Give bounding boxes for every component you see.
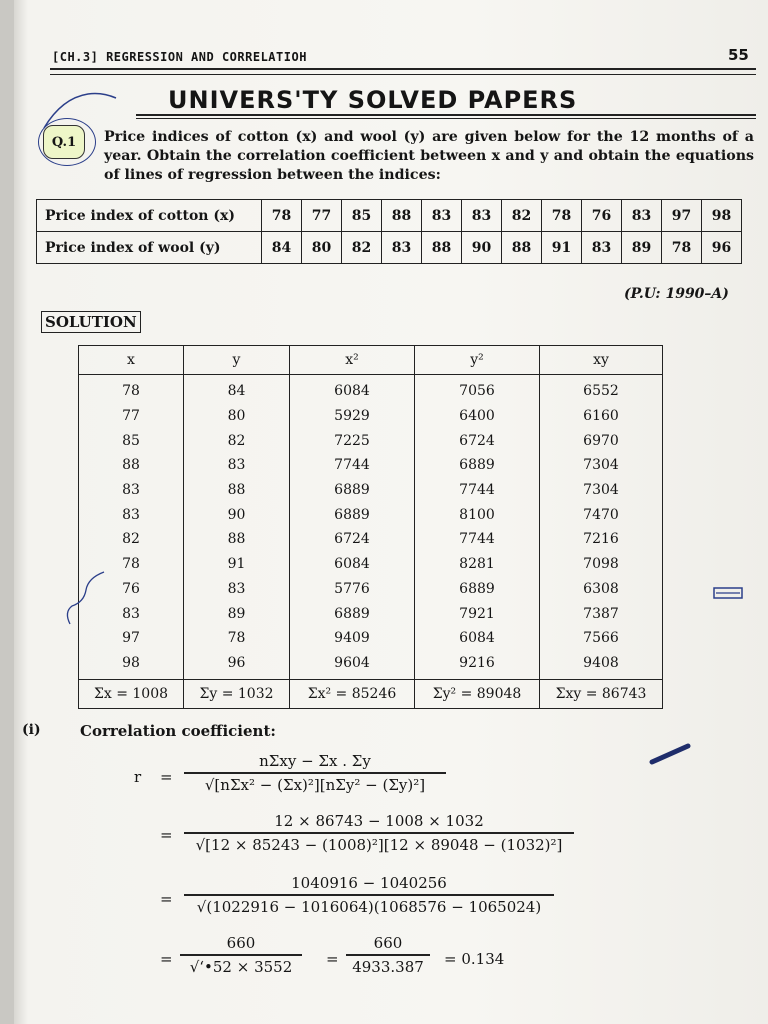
- table-row: [79, 651, 663, 680]
- table-cell: 9604: [290, 651, 415, 680]
- table-row: [79, 626, 663, 651]
- table-cell: 7216: [540, 527, 663, 552]
- given-value-cell: 76: [582, 200, 622, 232]
- table-cell: 6724: [290, 527, 415, 552]
- table-cell: 90: [184, 502, 290, 527]
- given-table-row: [37, 232, 742, 264]
- pen-ink-blot: [648, 742, 692, 768]
- table-cell: 83: [79, 478, 184, 503]
- given-value-cell: 82: [342, 232, 382, 264]
- given-value-cell: 83: [422, 200, 462, 232]
- step4-denominator: 4933.387: [352, 957, 424, 976]
- given-value-cell: 80: [302, 232, 342, 264]
- table-row: [79, 375, 663, 404]
- question-text: Price indices of cotton (x) and wool (y) are given below for the 12 months of a year. Obtain the correlation coefficient between x and y and obtain the equations of lines of regression between the indices:: [104, 129, 754, 183]
- step4-fraction: [346, 934, 430, 976]
- table-cell: 8100: [415, 502, 540, 527]
- given-value-cell: 98: [702, 200, 742, 232]
- table-row: [79, 404, 663, 429]
- step3-numerator: 660: [226, 934, 256, 952]
- total-cell: Σx = 1008: [79, 680, 184, 709]
- table-cell: 6889: [415, 453, 540, 478]
- table-cell: 88: [184, 478, 290, 503]
- table-cell: 7304: [540, 453, 663, 478]
- given-value-cell: 77: [302, 200, 342, 232]
- total-cell: Σy² = 89048: [415, 680, 540, 709]
- given-value-cell: 96: [702, 232, 742, 264]
- step2-denominator: √(1022916 − 1016064)(1068576 − 1065024): [196, 897, 542, 916]
- eq-sign-5: =: [326, 950, 339, 968]
- given-value-cell: 78: [542, 200, 582, 232]
- table-cell: 96: [184, 651, 290, 680]
- step1-numerator: 12 × 86743 − 1008 × 1032: [274, 812, 484, 830]
- table-cell: 83: [184, 453, 290, 478]
- table-cell: 82: [79, 527, 184, 552]
- table-row: [79, 552, 663, 577]
- total-cell: Σy = 1032: [184, 680, 290, 709]
- banner-rule: [136, 114, 756, 116]
- given-value-cell: 90: [462, 232, 502, 264]
- table-row: [79, 478, 663, 503]
- table-row: [79, 453, 663, 478]
- step2-fraction: [184, 874, 554, 916]
- table-row: [79, 502, 663, 527]
- table-cell: 98: [79, 651, 184, 680]
- given-value-cell: 83: [462, 200, 502, 232]
- step2-numerator: 1040916 − 1040256: [291, 874, 447, 892]
- table-cell: 7225: [290, 428, 415, 453]
- table-cell: 82: [184, 428, 290, 453]
- given-value-cell: 78: [262, 200, 302, 232]
- header-xy: xy: [540, 346, 663, 375]
- given-value-cell: 83: [622, 200, 662, 232]
- calculation-table: [78, 345, 663, 709]
- table-cell: 7744: [290, 453, 415, 478]
- given-value-cell: 88: [382, 200, 422, 232]
- eq-sign-1: =: [160, 768, 173, 786]
- table-cell: 88: [184, 527, 290, 552]
- table-cell: 6724: [415, 428, 540, 453]
- formula-numerator: nΣxy − Σx . Σy: [259, 752, 371, 770]
- table-cell: 7056: [415, 375, 540, 404]
- table-cell: 6308: [540, 577, 663, 602]
- given-value-cell: 83: [382, 232, 422, 264]
- step3-denominator: √‘•52 × 3552: [189, 957, 293, 976]
- table-cell: 7744: [415, 478, 540, 503]
- eq-lhs-r: r: [134, 768, 142, 786]
- table-row: [79, 428, 663, 453]
- table-cell: 83: [184, 577, 290, 602]
- formula-fraction: [184, 752, 446, 794]
- totals-row: [79, 680, 663, 709]
- given-value-cell: 89: [622, 232, 662, 264]
- given-table-row: [37, 200, 742, 232]
- table-cell: 88: [79, 453, 184, 478]
- table-cell: 9409: [290, 626, 415, 651]
- table-row: [79, 601, 663, 626]
- part-title: Correlation coefficient:: [80, 722, 276, 740]
- table-cell: 97: [79, 626, 184, 651]
- table-cell: 77: [79, 404, 184, 429]
- given-value-cell: 82: [502, 200, 542, 232]
- table-cell: 6970: [540, 428, 663, 453]
- header-x-squared: x²: [290, 346, 415, 375]
- final-result: = 0.134: [444, 950, 505, 968]
- table-cell: 6400: [415, 404, 540, 429]
- table-cell: 85: [79, 428, 184, 453]
- solution-label: SOLUTION: [41, 311, 141, 333]
- table-cell: 7304: [540, 478, 663, 503]
- table-row: [79, 577, 663, 602]
- table-cell: 7744: [415, 527, 540, 552]
- table-cell: 6889: [290, 502, 415, 527]
- table-cell: 7470: [540, 502, 663, 527]
- table-cell: 83: [79, 502, 184, 527]
- table-cell: 6084: [415, 626, 540, 651]
- table-cell: 6160: [540, 404, 663, 429]
- table-cell: 89: [184, 601, 290, 626]
- page-number: 55: [728, 46, 749, 64]
- table-cell: 6889: [415, 577, 540, 602]
- table-row: [79, 527, 663, 552]
- header-rule: [50, 68, 756, 70]
- pen-scribble-margin: [60, 568, 110, 628]
- table-cell: 76: [79, 577, 184, 602]
- pen-box-mark: [712, 584, 746, 604]
- table-cell: 78: [184, 626, 290, 651]
- given-value-cell: 84: [262, 232, 302, 264]
- table-cell: 6889: [290, 478, 415, 503]
- given-value-cell: 91: [542, 232, 582, 264]
- banner-rule-thin: [136, 118, 756, 119]
- table-cell: 5929: [290, 404, 415, 429]
- table-cell: 6084: [290, 552, 415, 577]
- section-banner: UNIVERS'TY SOLVED PAPERS: [168, 86, 578, 114]
- given-value-cell: 78: [662, 232, 702, 264]
- given-value-cell: 85: [342, 200, 382, 232]
- question-badge: Q.1: [43, 125, 85, 159]
- table-cell: 7566: [540, 626, 663, 651]
- book-spine-shadow: [0, 0, 14, 1024]
- table-cell: 6552: [540, 375, 663, 404]
- eq-sign-2: =: [160, 826, 173, 844]
- given-value-cell: 88: [502, 232, 542, 264]
- formula-denominator: √[nΣx² − (Σx)²][nΣy² − (Σy)²]: [204, 775, 426, 794]
- table-cell: 7098: [540, 552, 663, 577]
- header-y: y: [184, 346, 290, 375]
- table-cell: 7387: [540, 601, 663, 626]
- header-y-squared: y²: [415, 346, 540, 375]
- given-value-cell: 88: [422, 232, 462, 264]
- header-rule-thin: [50, 74, 756, 75]
- table-cell: 5776: [290, 577, 415, 602]
- table-cell: 78: [79, 375, 184, 404]
- part-number: (i): [22, 722, 41, 738]
- step1-fraction: [184, 812, 574, 854]
- step4-numerator: 660: [373, 934, 403, 952]
- table-cell: 6889: [290, 601, 415, 626]
- table-cell: 84: [184, 375, 290, 404]
- eq-sign-3: =: [160, 890, 173, 908]
- header-x: x: [79, 346, 184, 375]
- given-value-cell: 83: [582, 232, 622, 264]
- table-cell: 9216: [415, 651, 540, 680]
- table-cell: 8281: [415, 552, 540, 577]
- eq-sign-4: =: [160, 950, 173, 968]
- given-row-label: Price index of cotton (x): [37, 200, 262, 232]
- step3-fraction: [180, 934, 302, 976]
- total-cell: Σx² = 85246: [290, 680, 415, 709]
- given-data-table: [36, 199, 742, 264]
- step1-denominator: √[12 × 85243 − (1008)²][12 × 89048 − (1032)²]: [195, 835, 563, 854]
- given-row-label: Price index of wool (y): [37, 232, 262, 264]
- source-reference: (P.U: 1990–A): [624, 286, 729, 302]
- table-cell: 80: [184, 404, 290, 429]
- chapter-header: [CH.3] REGRESSION AND CORRELATIOH: [52, 50, 307, 64]
- table-cell: 78: [79, 552, 184, 577]
- table-cell: 7921: [415, 601, 540, 626]
- total-cell: Σxy = 86743: [540, 680, 663, 709]
- given-value-cell: 97: [662, 200, 702, 232]
- table-cell: 83: [79, 601, 184, 626]
- table-cell: 9408: [540, 651, 663, 680]
- table-cell: 91: [184, 552, 290, 577]
- table-cell: 6084: [290, 375, 415, 404]
